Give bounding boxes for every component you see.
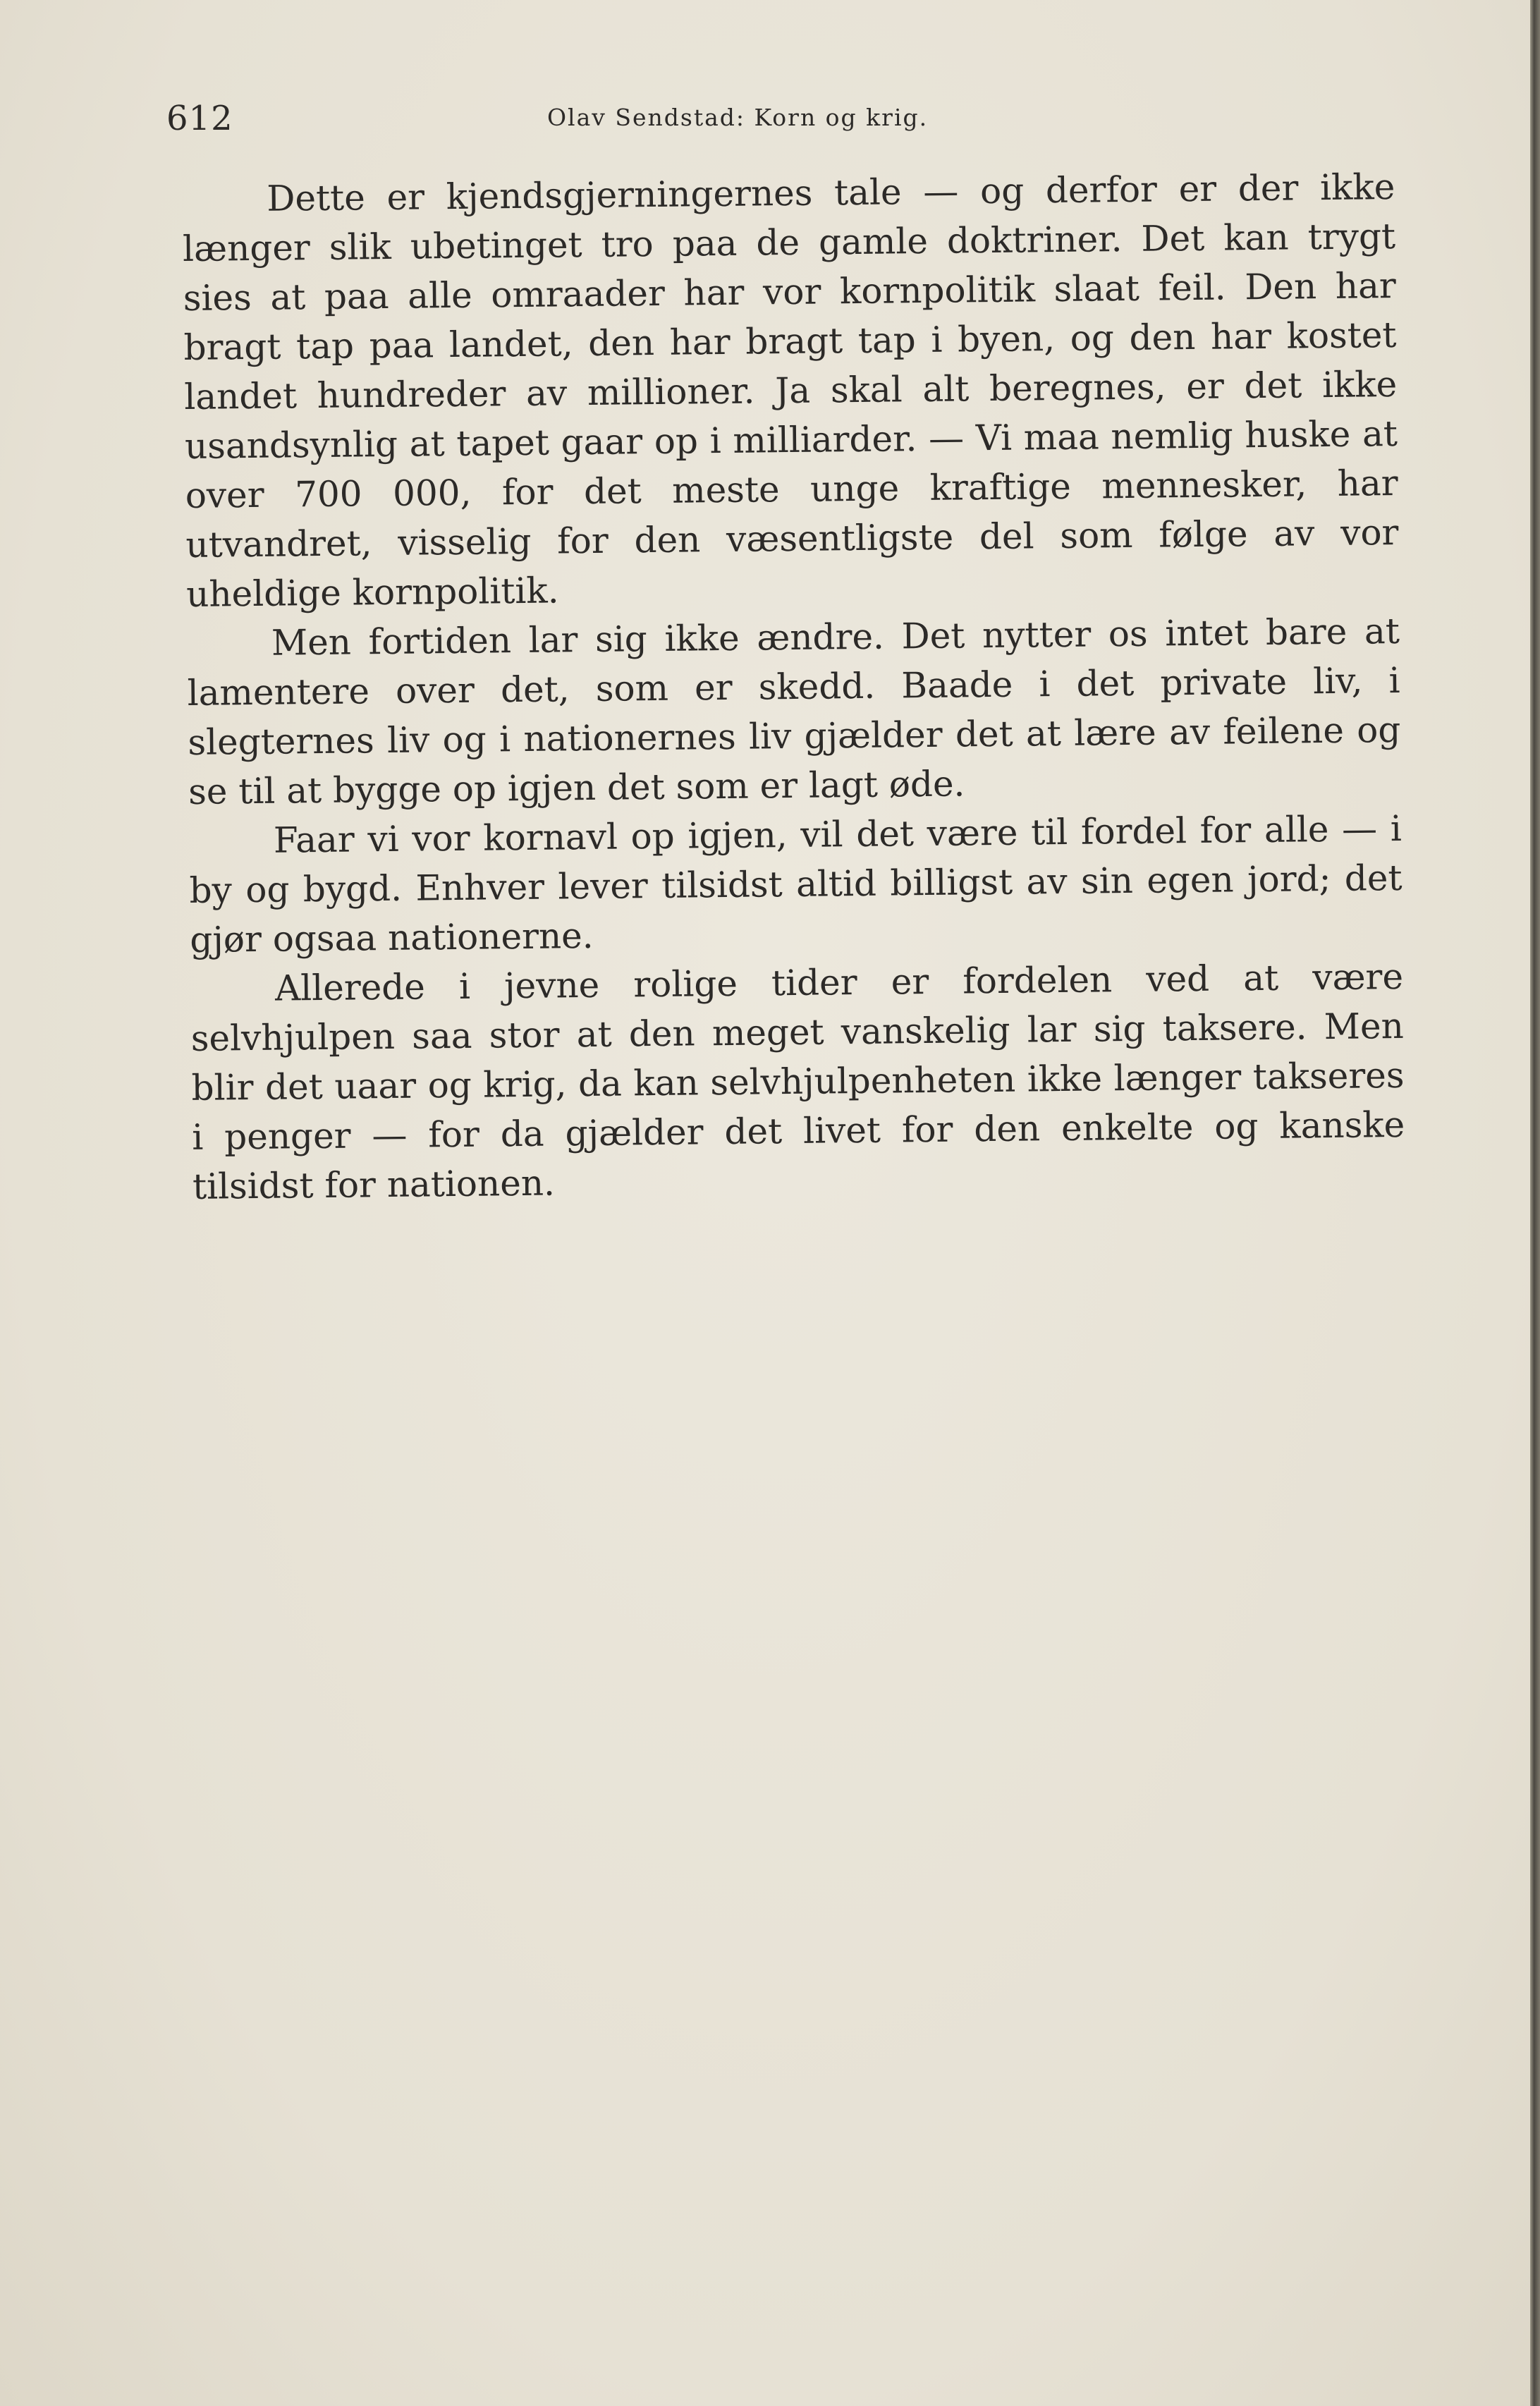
page-header <box>166 97 1386 147</box>
paragraph: Men fortiden lar sig ikke ændre. Det nytter os intet bare at lamentere over det, som er skedd. Baade i det private liv, i slegternes liv og i nationernes liv gjælder det at lære av feilene og se til at bygge op igjen det som er lagt øde. <box>187 610 1401 812</box>
running-title: Olav Sendstad: Korn og krig. <box>547 104 929 131</box>
body-text <box>182 162 1405 1211</box>
paragraph: Dette er kjendsgjerningernes tale — og derfor er der ikke længer slik ubetinget tro paa de gamle doktriner. Det kan trygt sies at paa alle omraader har vor kornpolitik slaat feil. Den har bragt tap paa landet, den har bragt tap i byen, og den har kostet landet hundreder av millioner. Ja skal alt beregnes, er det ikke usandsynlig at tapet gaar op i milliarder. — Vi maa nemlig huske at over 700 000, for det meste unge kraftige mennesker, har utvandret, visselig for den væsentligste del som følge av vor uheldige kornpolitik. <box>182 166 1399 615</box>
paragraph: Allerede i jevne rolige tider er fordelen ved at være selvhjulpen saa stor at den meget vanskelig lar sig taksere. Men blir det uaar og krig, da kan selvhjulpenheten ikke længer takseres i penger — for da gjælder det livet for den enkelte og kanske tilsidst for nationen. <box>190 955 1405 1207</box>
page-edge-shadow <box>1530 0 1540 2406</box>
paragraph: Faar vi vor kornavl op igjen, vil det være til fordel for alle — i by og bygd. Enhver lever tilsidst altid billigst av sin egen jord; det gjør ogsaa nationerne. <box>189 807 1402 960</box>
page-number: 612 <box>166 99 233 138</box>
